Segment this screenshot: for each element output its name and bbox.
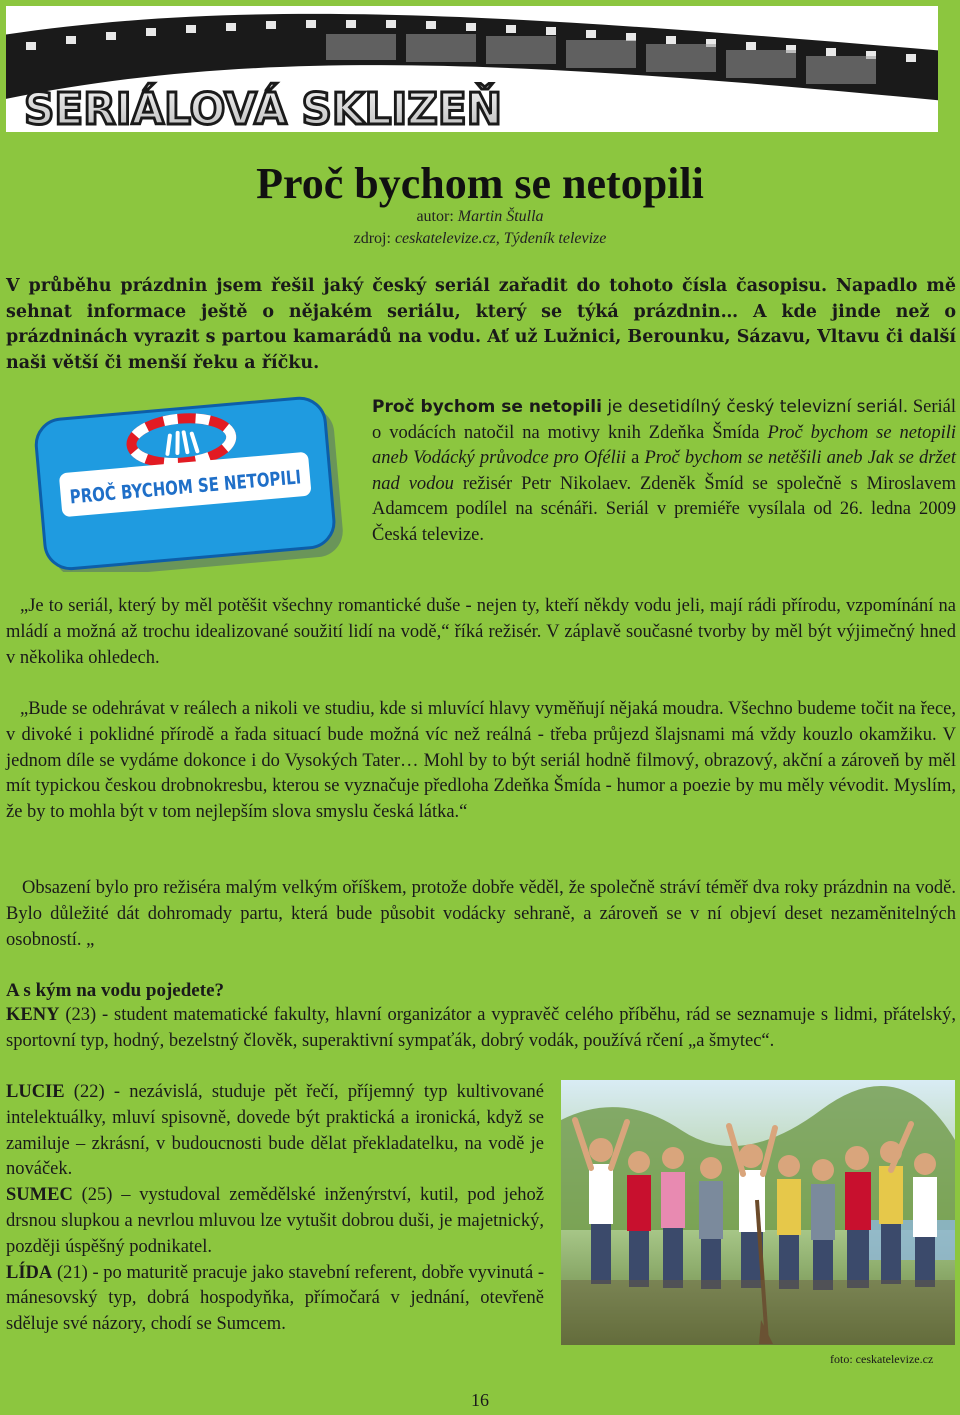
cast-name: LÍDA	[6, 1262, 53, 1283]
magazine-banner	[6, 6, 938, 132]
book-title-3: Proč bychom se netěšili	[644, 448, 822, 468]
cast-description: (21) - po maturitě pracuje jako stavební referent, dobře vyvinutá - mánesovský typ, dobrá hospodyňka, přímočará v jednání, otevřeně sděluje své názory, chodí se Sumcem.	[6, 1262, 544, 1335]
cast-item-lida	[6, 1261, 544, 1338]
photo-caption: foto: ceskatelevize.cz	[830, 1352, 934, 1366]
book-title-2: Vodácký průvodce pro Ofélii	[413, 448, 627, 468]
film-strip-logo	[6, 6, 938, 132]
page-number: 16	[471, 1390, 489, 1410]
source-label: zdroj:	[353, 230, 391, 247]
cast-photo	[561, 1080, 955, 1345]
cast-item-lucie	[6, 1080, 544, 1183]
cast-description: (25) – vystudoval zemědělské inženýrství, kutil, pod jehož drsnou slupkou a nevrlou mluvou lze vytušit dobrou duši, je majetnický, později úspěšný podnikatel.	[6, 1185, 544, 1257]
banner-title: SERIÁLOVÁ SKLIZEŇ	[24, 84, 523, 132]
series-logo-text: PROČ BYCHOM SE NETOPILI	[68, 460, 350, 509]
series-lead: je desetidílný český televizní seriál.	[601, 397, 909, 417]
cast-heading: A s kým na vodu pojedete?	[6, 980, 224, 1001]
cast-name: SUMEC	[6, 1185, 73, 1206]
conj-2: a	[626, 448, 645, 468]
cast-item-sumec	[6, 1183, 544, 1260]
conj-3: aneb	[821, 448, 868, 468]
article-title: Proč bychom se netopili	[256, 159, 704, 208]
source-line	[0, 230, 960, 248]
cast-item-keny	[6, 1003, 956, 1055]
author-name: Martin Štulla	[457, 208, 544, 225]
series-logo	[30, 392, 350, 572]
casting-paragraph: Obsazení bylo pro režiséra malým velkým oříškem, protože dobře věděl, že společně stráví téměř dva roky prázdnin na vodě. Bylo důležité dát dohromady partu, která bude působit vodácky sehraně, a zároveň se v ní objeví deset nezaměnitelných osobností. „	[6, 878, 956, 950]
source-name: ceskatelevize.cz, Týdeník televize	[394, 230, 607, 247]
quote-paragraph-1: „Je to seriál, který by měl potěšit všechny romantické duše - nejen ty, kteří někdy vodu jeli, mají rádi přírodu, vzpomínání na mládí a možná až trochu idealizované soužití lidí na vodě,“ říká režisér. V záplavě současné tvorby by měl být výjimečný hned v několika ohledech.	[6, 596, 956, 668]
series-description	[372, 395, 956, 548]
conj-1: aneb	[372, 448, 414, 468]
series-text-b: režisér Petr Nikolaev. Zdeněk Šmíd se společně s Miroslavem Adamcem podílel na scénáři. Seriál v premiéře vysílala od 26. ledna 2009 Česká televize.	[372, 473, 956, 545]
cast-description: (23) - student matematické fakulty, hlavní organizátor a vypravěč celého příběhu, rád se seznamuje s lidmi, přátelský, sportovní typ, hodný, bezelstný člověk, superaktivní sympaťák, dobrý vodák, používá rčení „a šmytec“.	[6, 1005, 956, 1051]
cast-list	[6, 1080, 544, 1338]
series-name: Proč bychom se netopili	[372, 397, 602, 417]
book-title-4: Jak se držet nad vodou	[372, 448, 956, 494]
quote-paragraph-2: „Bude se odehrávat v reálech a nikoli ve studiu, kde si mluvící hlavy vyměňují nějaká moudra. Všechno budeme točit na řece, v divoké i poklidné přírodě a řada situací bude možná víc než reálná - třeba průjezd šlajsnami má vždy kouzlo okamžiku. V jednom díle se vydáme dokonce i do Vysokých Tater… Mohl by to být seriál hodně filmový, obrazový, akční a zároveň by měl mít typickou českou drobnokresbu, kterou se vyznačuje předloha Zdeňka Šmída - humor a poezie by mu měly vévodit. Myslím, že by to mohla být v tom nejlepším slova smyslu česká látka.“	[6, 699, 956, 823]
author-line	[0, 208, 960, 226]
cast-name: LUCIE	[6, 1082, 65, 1102]
cast-description: (22) - nezávislá, studuje pět řečí, příjemný typ kultivované intelektuálky, mluví spisovně, dovede být praktická a ironická, když se zamiluje – zkrásní, v budoucnosti bude dělat překladatelku, na vodě je nováček.	[6, 1082, 544, 1180]
cast-name: KENY	[6, 1005, 60, 1025]
author-label: autor:	[416, 208, 454, 225]
book-title-1: Proč bychom se netopili	[767, 422, 957, 443]
series-text-a: Seriál o vodácích natočil na motivy knih Zdeňka Šmída	[372, 397, 956, 443]
intro-paragraph: V průběhu prázdnin jsem řešil jaký český seriál zařadit do tohoto čísla časopisu. Napadlo mě sehnat informace ještě o nějakém seriálu, který se týká prázdnin… A kde jinde než o prázdninách vyrazit s partou kamarádů na vodu. Ať už Lužnici, Berounku, Sázavu, Vltavu či další naši větší či menší řeku a říčku.	[6, 276, 956, 373]
